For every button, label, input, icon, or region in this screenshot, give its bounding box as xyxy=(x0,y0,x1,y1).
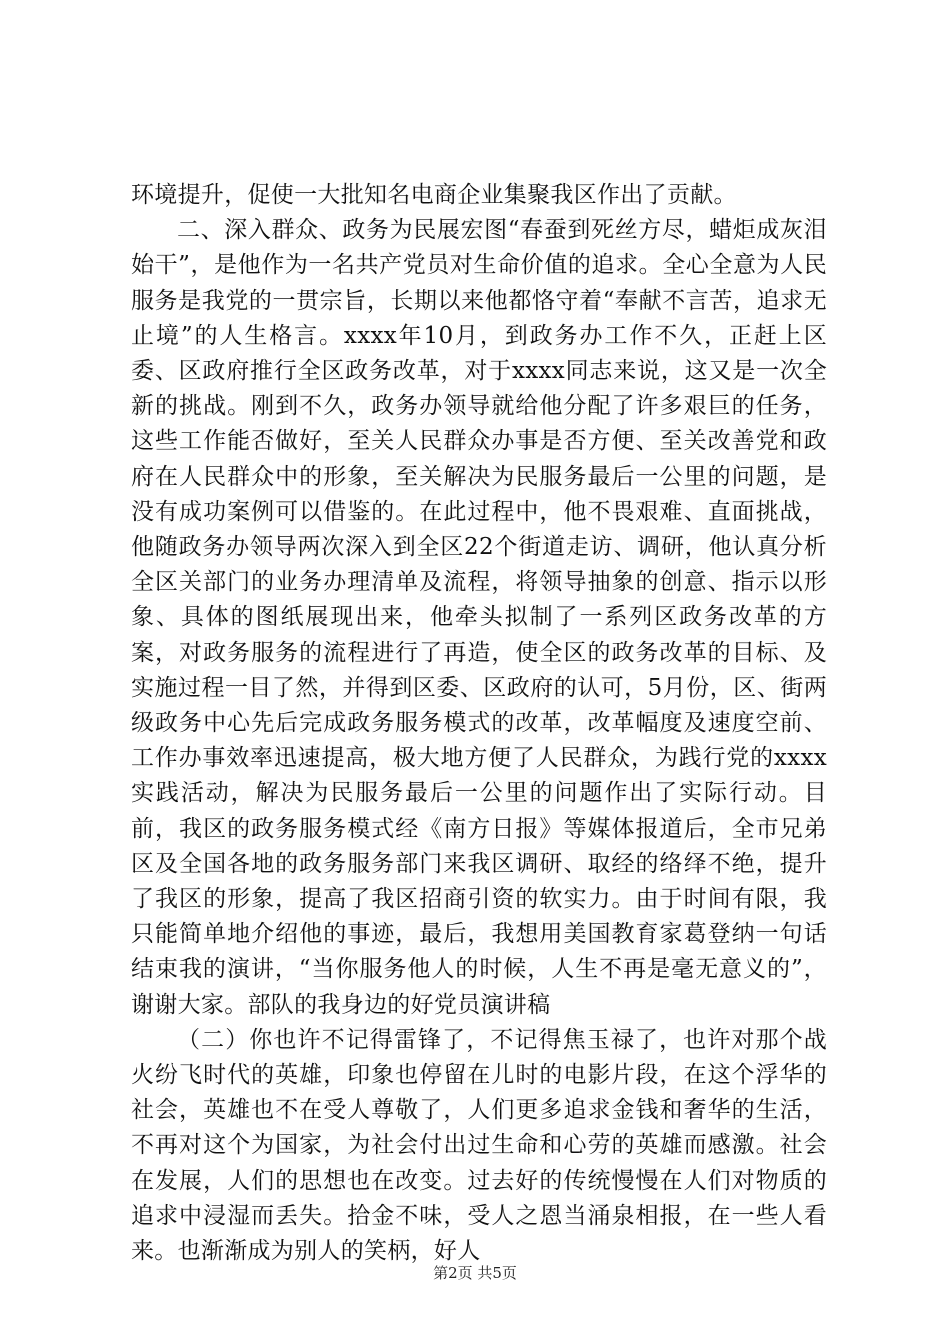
paragraph-continuation: 环境提升，促使一大批知名电商企业集聚我区作出了贡献。 xyxy=(131,182,737,208)
paragraph-section-two: 二、深入群众、政务为民展宏图“春蚕到死丝方尽，蜡炬成灰泪始干”，是他作为一名共产党员对生命价值的追求。全心全意为人民服务是我党的一贯宗旨，长期以来他都恪守着“奉献不言苦，追求无止境”的人生格言。xxxx年10月，到政务办工作不久，正赶上区委、区政府推行全区政务改革，对于xxxx同志来说，这又是一次全新的挑战。刚到不久，政务办领导就给他分配了许多艰巨的任务，这些工作能否做好，至关人民群众办事是否方便、至关改善党和政府在人民群众中的形象，至关解决为民服务最后一公里的问题，是没有成功案例可以借鉴的。在此过程中，他不畏艰难、直面挑战，他随政务办领导两次深入到全区22个街道走访、调研，他认真分析全区关部门的业务办理清单及流程，将领导抽象的创意、指示以形象、具体的图纸展现出来，他牵头拟制了一系列区政务改革的方案，对政务服务的流程进行了再造，使全区的政务改革的目标、及实施过程一目了然，并得到区委、区政府的认可，5月份，区、街两级政务中心先后完成政务服务模式的改革，改革幅度及速度空前、工作办事效率迅速提高，极大地方便了人民群众，为践行党的xxxx实践活动，解决为民服务最后一公里的问题作出了实际行动。目前，我区的政务服务模式经《南方日报》等媒体报道后，全市兄弟区及全国各地的政务服务部门来我区调研、取经的络绎不绝，提升了我区的形象，提高了我区招商引资的软实力。由于时间有限，我只能简单地介绍他的事迹，最后，我想用美国教育家葛登纳一句话结束我的演讲，“当你服务他人的时候，人生不再是毫无意义的”，谢谢大家。部队的我身边的好党员演讲稿 xyxy=(131,217,827,1018)
paragraph-part-two: （二）你也许不记得雷锋了，不记得焦玉禄了，也许对那个战火纷飞时代的英雄，印象也停留在儿时的电影片段，在这个浮华的社会，英雄也不在受人尊敬了，人们更多追求金钱和奢华的生活，不再对这个为国家，为社会付出过生命和心劳的英雄而感激。社会在发展，人们的思想也在改变。过去好的传统慢慢在人们对物质的追求中浸湿而丢失。拾金不味，受人之恩当涌泉相报，在一些人看来。也渐渐成为别人的笑柄，好人 xyxy=(131,1026,827,1265)
document-body xyxy=(131,178,827,1269)
page-footer: 第2页 共5页 xyxy=(433,1264,517,1282)
